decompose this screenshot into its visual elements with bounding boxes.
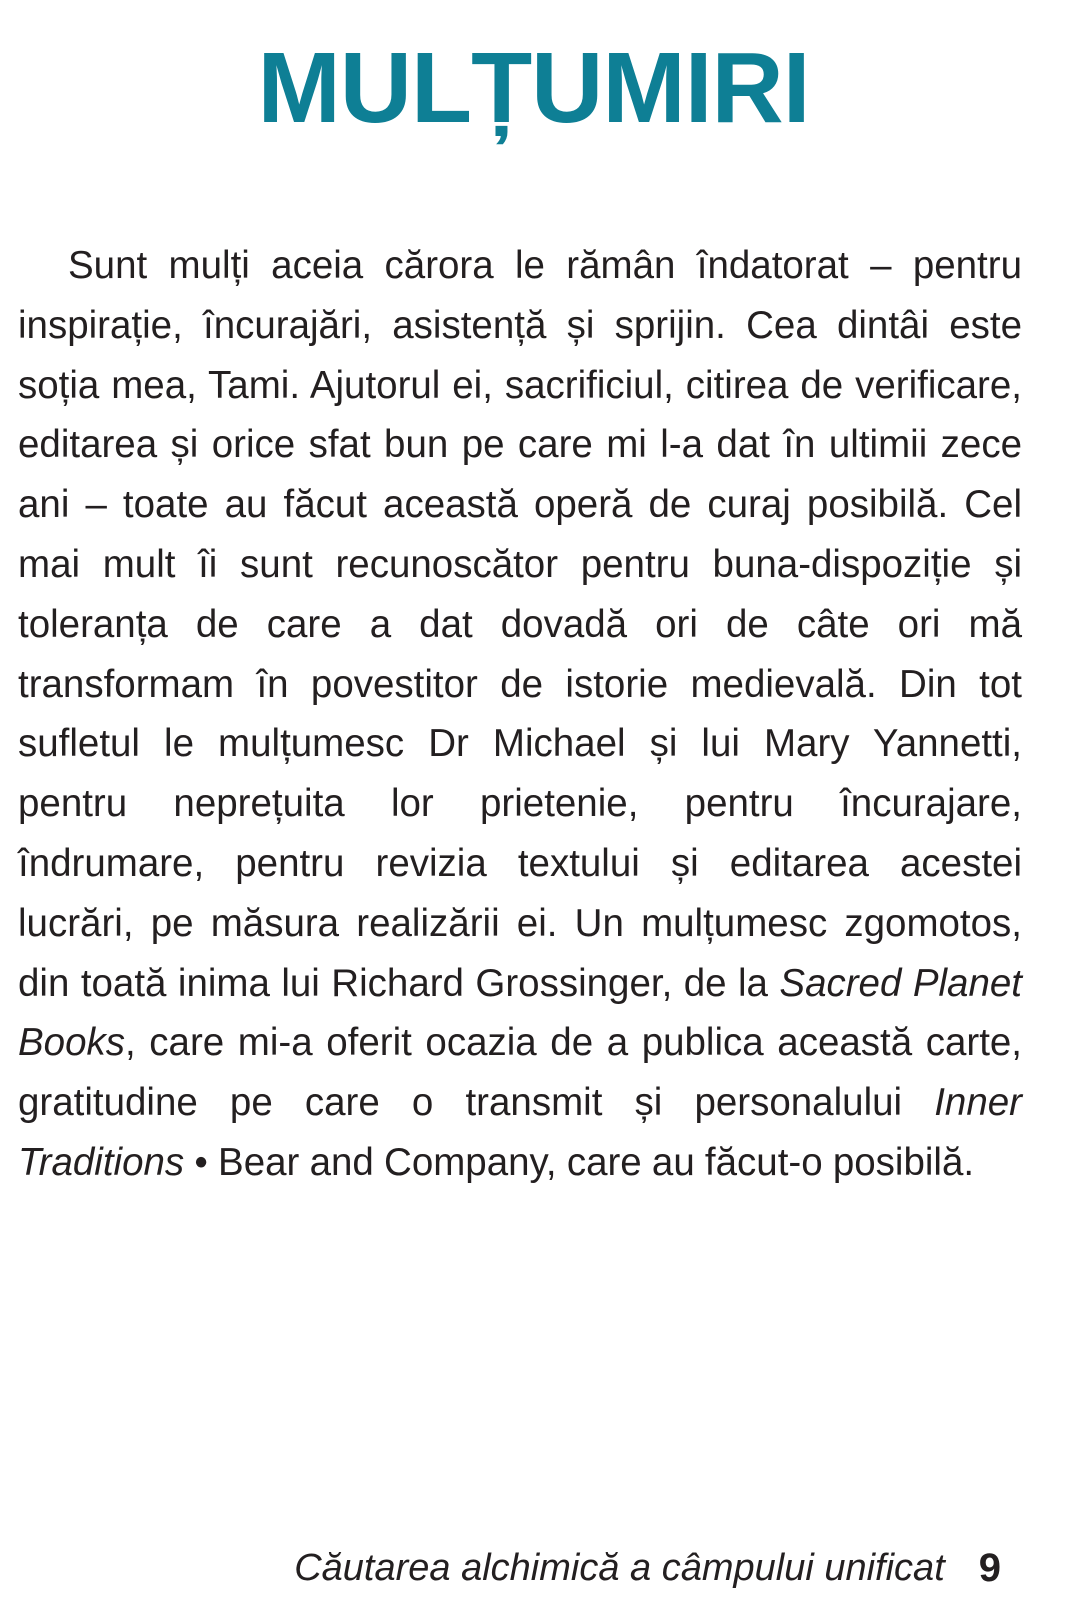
page-number: 9: [978, 1545, 1001, 1590]
paragraph-body: [18, 236, 1022, 1193]
publisher-name-inner-traditions: Inner Traditions: [18, 1081, 1022, 1184]
paragraph-text-part3: • Bear and Company, care au făcut-o posibilă.: [184, 1140, 975, 1184]
publisher-name-sacred-planet: Sacred Planet Books: [18, 961, 1022, 1065]
paragraph-text-part2: , care mi-a oferit ocazia de a publica această carte, gratitudine pe care o transmit și personalului: [18, 1021, 1022, 1125]
page-title: MULȚUMIRI: [257, 32, 810, 144]
running-title: Căutarea alchimică a câmpului unificat: [294, 1546, 945, 1589]
page-footer: [294, 1540, 1001, 1596]
acknowledgments-paragraph: [18, 236, 1022, 1193]
paragraph-text-part1: Sunt mulți aceia cărora le rămân îndatorat – pentru inspirație, încurajări, asistență și sprijin. Cea dintâi este soția mea, Tami. Ajutorul ei, sacrificiul, citirea de verificare, editarea și orice sfat bun pe care mi l-a dat în ultimii zece ani – toate au făcut această operă de curaj posibilă. Cel mai mult îi sunt recunoscător pentru buna-dispoziție și toleranța de care a dat dovadă ori de câte ori mă transformam în povestitor de istorie medievală. Din tot sufletul le mulțumesc Dr Michael și lui Mary Yannetti, pentru neprețuita lor prietenie, pentru încurajare, îndrumare, pentru revizia textului și editarea acestei lucrări, pe măsura realizării ei. Un mulțumesc zgomotos, din toată inima lui Richard Grossinger, de la: [18, 244, 1022, 1005]
